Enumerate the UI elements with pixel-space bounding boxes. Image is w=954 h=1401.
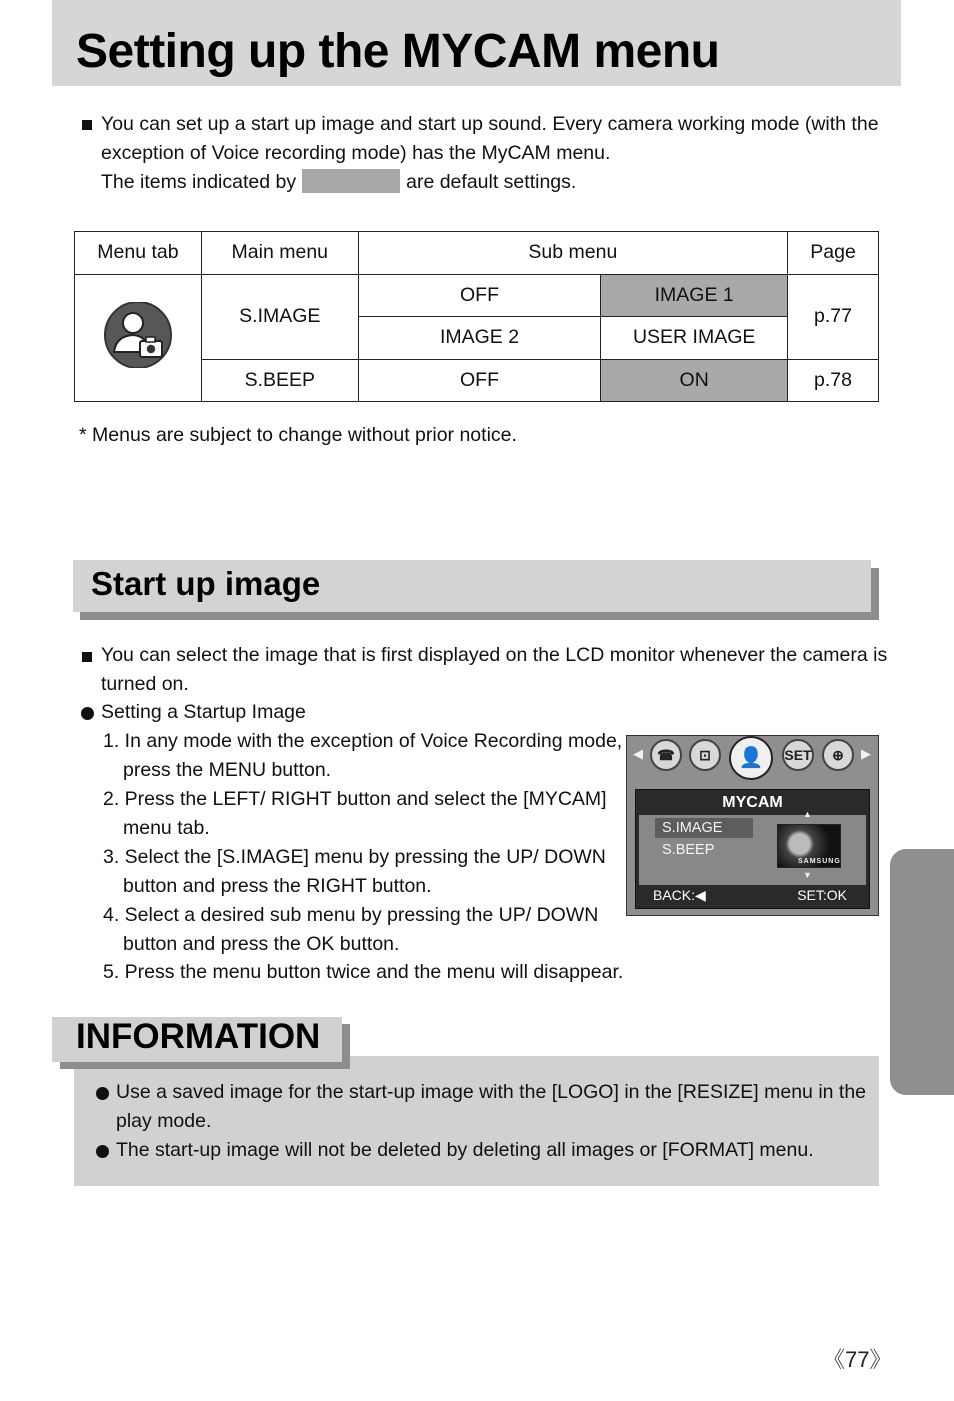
- intro-default-note: [101, 168, 576, 197]
- mycam-tab-icon: 👤: [729, 736, 773, 780]
- startup-image-thumbnail: [777, 824, 841, 868]
- step-line: menu tab.: [123, 817, 210, 839]
- step-line: 3. Select the [S.IMAGE] menu by pressing the UP/ DOWN: [103, 846, 606, 868]
- table-header-row: [75, 232, 879, 275]
- page-title: Setting up the MYCAM menu: [76, 25, 720, 78]
- round-bullet-icon: [96, 1145, 109, 1158]
- round-bullet-icon: [81, 707, 94, 720]
- lcd-item-sbeep: S.BEEP: [662, 842, 715, 858]
- intro-line-2: exception of Voice recording mode) has the MyCAM menu.: [101, 142, 611, 164]
- section-desc-2: turned on.: [101, 673, 189, 695]
- mycam-icon: [102, 302, 174, 368]
- square-bullet-icon: [82, 652, 92, 662]
- header-main-menu: Main menu: [201, 232, 358, 275]
- information-title: INFORMATION: [76, 1017, 321, 1056]
- header-page: Page: [788, 232, 879, 275]
- step-line: 2. Press the LEFT/ RIGHT button and select the [MYCAM]: [103, 788, 607, 810]
- lcd-back-label: BACK:◀: [653, 887, 706, 903]
- thumbnail-logo: SAMSUNG: [798, 858, 841, 865]
- step-line: 4. Select a desired sub menu by pressing the UP/ DOWN: [103, 904, 599, 926]
- camera-settings-icon: ⊡: [689, 739, 721, 771]
- change-notice: * Menus are subject to change without prior notice.: [79, 424, 517, 446]
- section-title: Start up image: [91, 565, 321, 602]
- sub-cell: OFF: [358, 359, 601, 402]
- page-cell: p.78: [788, 359, 879, 402]
- intro-line-1: You can set up a start up image and start up sound. Every camera working mode (with the: [101, 113, 879, 135]
- step-line: 5. Press the menu button twice and the menu will disappear.: [103, 961, 624, 983]
- left-arrow-icon: ◀: [633, 746, 643, 761]
- step-line: press the MENU button.: [123, 759, 332, 781]
- info-bullet-1-line-1: Use a saved image for the start-up image with the [LOGO] in the [RESIZE] menu in the: [116, 1081, 867, 1103]
- sub-cell: IMAGE 2: [358, 317, 601, 360]
- lcd-menu-body: [639, 809, 866, 885]
- default-swatch: [302, 169, 400, 193]
- square-bullet-icon: [82, 120, 92, 130]
- lcd-set-label: SET:OK: [797, 887, 847, 903]
- menu-tab-cell: [75, 274, 202, 402]
- info-bullet-2: The start-up image will not be deleted by deleting all images or [FORMAT] menu.: [116, 1139, 814, 1161]
- effects-icon: ⊕: [822, 739, 854, 771]
- step-line: button and press the RIGHT button.: [123, 875, 432, 897]
- header-sub-menu: Sub menu: [358, 232, 787, 275]
- menu-table: [74, 231, 879, 402]
- lcd-menu-panel: [635, 789, 870, 909]
- round-bullet-icon: [96, 1087, 109, 1100]
- right-arrow-icon: ▶: [861, 746, 871, 761]
- header-menu-tab: Menu tab: [75, 232, 202, 275]
- main-menu-simage: S.IMAGE: [201, 274, 358, 359]
- sub-cell-default: ON: [601, 359, 788, 402]
- down-arrow-icon: ▼: [803, 870, 812, 880]
- setting-heading: Setting a Startup Image: [101, 701, 306, 723]
- info-bullet-1-line-2: play mode.: [116, 1110, 212, 1132]
- page-number: 《77》: [823, 1347, 892, 1372]
- section-desc-1: You can select the image that is first displayed on the LCD monitor whenever the camera is: [101, 644, 888, 666]
- default-note-before: The items indicated by: [101, 171, 297, 193]
- sub-cell: USER IMAGE: [601, 317, 788, 360]
- setup-icon: SET: [782, 739, 814, 771]
- sub-cell-default: IMAGE 1: [601, 274, 788, 317]
- phone-icon: ☎: [650, 739, 682, 771]
- main-menu-sbeep: S.BEEP: [201, 359, 358, 402]
- table-row: [75, 274, 879, 317]
- page-cell: p.77: [788, 274, 879, 359]
- up-arrow-icon: ▲: [803, 809, 812, 819]
- default-note-after: are default settings.: [406, 171, 577, 193]
- lcd-item-simage: S.IMAGE: [655, 818, 753, 838]
- lcd-screen: [626, 735, 879, 916]
- step-line: button and press the OK button.: [123, 933, 400, 955]
- lcd-footer: [648, 885, 857, 905]
- sub-cell: OFF: [358, 274, 601, 317]
- lcd-menu-title: MYCAM: [722, 794, 783, 811]
- step-line: 1. In any mode with the exception of Voice Recording mode,: [103, 730, 623, 752]
- side-chapter-tab: [890, 849, 954, 1095]
